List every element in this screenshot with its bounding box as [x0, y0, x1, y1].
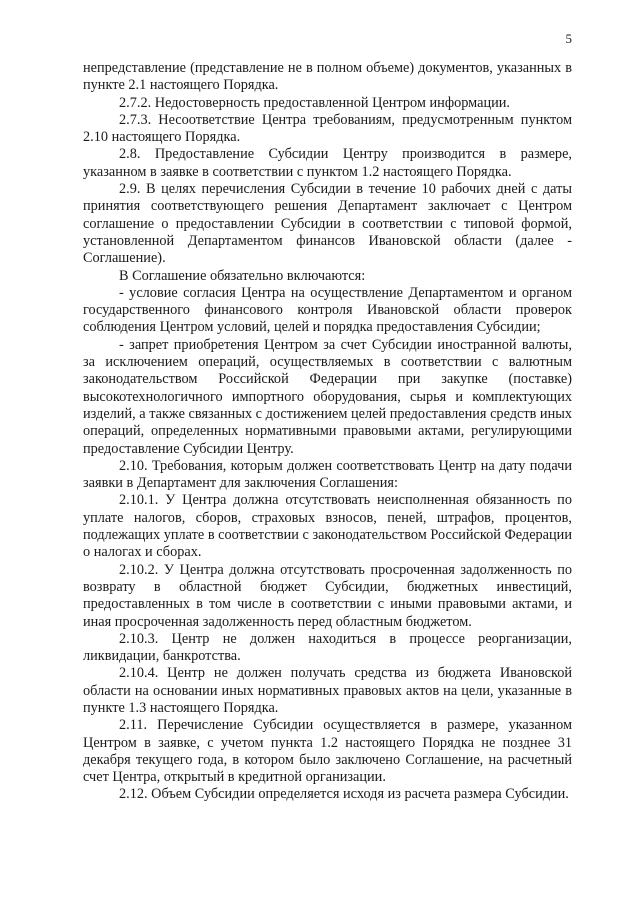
paragraph-2-7-2: 2.7.2. Недостоверность предоставленной Центром информации. [119, 94, 510, 111]
paragraph-2-10-4: 2.10.4. Центр не должен получать средства из бюджета Ивановской области на основании иных нормативных правовых актов на цели, указанные в пункте 1.3 настоящего Порядка. [83, 665, 572, 716]
paragraph-continuation: непредставление (представление не в полном объеме) документов, указанных в пункте 2.1 настоящего Порядка. [83, 60, 572, 94]
paragraph-list-item-prohibition: - запрет приобретения Центром за счет Субсидии иностранной валюты, за исключением операций, осуществляемых в соответствии с валютным законодательством Российской Федерации при закупке (поставке) высокотехнологичного импортного оборудования, сырья и комплектующих изделий, а также связанных с достижением целей предоставления средств иных операций, определенных нормативными правовыми актами, регулирующими предоставление Субсидии Центру. [83, 336, 572, 457]
page-number: 5 [565, 31, 572, 46]
paragraph-agreement-intro: В Соглашение обязательно включаются: [119, 267, 366, 284]
paragraph-2-7-3: 2.7.3. Несоответствие Центра требованиям, предусмотренным пунктом 2.10 настоящего Порядка. [83, 111, 572, 146]
document-body [83, 60, 572, 804]
paragraph-2-9: 2.9. В целях перечисления Субсидии в течение 10 рабочих дней с даты принятия соответствующего решения Департамент заключает с Центром соглашение о предоставлении Субсидии в соответствии с типовой формой, установленной Департаментом финансов Ивановской области (далее - Соглашение). [83, 181, 572, 267]
paragraph-2-10-3: 2.10.3. Центр не должен находиться в процессе реорганизации, ликвидации, банкротства. [83, 630, 572, 665]
paragraph-2-8: 2.8. Предоставление Субсидии Центру производится в размере, указанном в заявке в соответствии с пунктом 1.2 настоящего Порядка. [83, 146, 572, 180]
paragraph-2-10: 2.10. Требования, которым должен соответствовать Центр на дату подачи заявки в Департамент для заключения Соглашения: [83, 457, 572, 492]
paragraph-2-12: 2.12. Объем Субсидии определяется исходя из расчета размера Субсидии. [119, 786, 569, 803]
paragraph-2-10-2: 2.10.2. У Центра должна отсутствовать просроченная задолженность по возврату в областной бюджет Субсидии, бюджетных инвестиций, предоставленных в том числе в соответствии с иными правовыми актами, и иная просроченная задолженность перед областным бюджетом. [83, 561, 572, 630]
paragraph-2-10-1: 2.10.1. У Центра должна отсутствовать неисполненная обязанность по уплате налогов, сборов, страховых взносов, пеней, штрафов, процентов, подлежащих уплате в соответствии с законодательством Российской Федерации о налогах и сборах. [83, 492, 572, 561]
paragraph-list-item-consent: - условие согласия Центра на осуществление Департаментом и органом государственного финансового контроля Ивановской области проверок соблюдения Центром условий, целей и порядка предоставления Субсидии; [83, 284, 572, 336]
paragraph-2-11: 2.11. Перечисление Субсидии осуществляется в размере, указанном Центром в заявке, с учетом пункта 1.2 настоящего Порядка не позднее 31 декабря текущего года, в котором было заключено Соглашение, на расчетный счет Центра, открытый в кредитной организации. [83, 717, 572, 786]
